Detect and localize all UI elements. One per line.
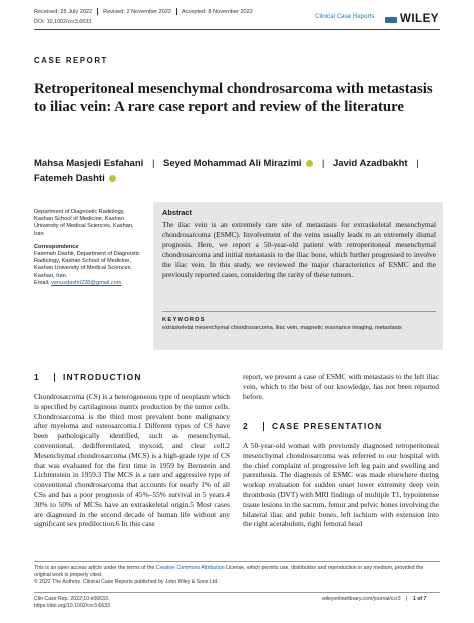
section-number: 2 [243,421,249,431]
correspondence-heading: Correspondence [34,243,79,250]
affiliation-dept: Department of Diagnostic Radiology, Kashan School of Medicine, Kashan University of Medical Sciences, Kashan, Iran [34,209,134,237]
journal-site-link[interactable]: wileyonlinelibrary.com/journal/ccr3 [322,596,401,602]
affiliation-block [34,209,144,287]
keywords-heading: KEYWORDS [162,317,206,323]
case-heading [243,421,382,431]
author-3[interactable]: Javid Azadbakht [332,158,408,169]
author-list: Mahsa Masjedi Esfahani | Seyed Mohammad Ali Mirazimi | Javid Azadbakht | Fatemeh Dashti [34,158,419,184]
dates-bar [34,8,253,15]
abstract-body: The iliac vein is an extremely rare site of metastasis for extraskeletal mesenchymal chondrosarcoma (ESMC). Involvement of the veins usually leads to an extremely dismal prognosis. Here, we report a 50-year-old patient with retroperitoneal mesenchymal chondrosarcoma and initial metastasis to the iliac bone, which further progressed to involve the iliac vein. In this study, we reviewed the major characteristics of ESMC and the previously reported cases, considering the rarity of these tumors. [162,220,436,279]
section-number: 1 [34,372,40,382]
citation-text: Clin Case Rep. 2022;10:e06633. [34,596,110,602]
footer-divider [34,561,440,562]
keywords-divider [162,311,436,312]
author-2[interactable]: Seyed Mohammad Ali Mirazimi [163,158,302,169]
page-info: wileyonlinelibrary.com/journal/ccr3 | 1 of 7 [322,596,427,602]
copyright: © 2022 The Authors. Clinical Case Reports published by John Wiley & Sons Ltd. [34,579,219,585]
orcid-icon[interactable] [306,160,313,167]
author-4[interactable]: Fatemeh Dashti [34,173,105,184]
license-note [34,565,440,586]
accepted-date: Accepted: 8 November 2022 [181,8,253,15]
email-label: Email: [34,279,50,286]
article-title: Retroperitoneal mesenchymal chondrosarcoma with metastasis to iliac vein: A rare case report and review of the literature [34,81,433,115]
keywords-body: extraskeletal mesenchymal chondrosarcoma, iliac vein, magnetic resonance imaging, metastasis [162,325,402,331]
article-type: CASE REPORT [34,56,108,65]
abstract-heading: Abstract [162,208,192,217]
page-number: 1 of 7 [412,596,427,602]
orcid-icon[interactable] [109,175,116,182]
section-title: INTRODUCTION [63,372,142,382]
license-text: This is an open access article under the terms of the [34,565,155,571]
received-date: Received: 25 July 2022 [34,8,93,15]
journal-name[interactable]: Clinical Case Reports [315,13,375,20]
intro-heading [34,372,142,382]
email-link[interactable]: venusdashti228@gmail.com [51,279,122,286]
bottom-divider [34,592,440,593]
intro-body: Chondrosarcoma (CS) is a heterogeneous type of neoplasm which is specified by cartilaginous matrix production by the tumor cells. Chondrosarcoma is the third most prevalent bone malignancy after myeloma and osteosarcoma.1 Different types of CS have been pathologically identified, such as mesenchymal, conventional, dedifferentiated, myxoid, and clear cell.2 Mesenchymal chondrosarcoma (MCS) is a high-grade type of CS that was evaluated for the first time in 1959 by Bernstein and Lichtenstein in 1959.3 The MCS is a rare and aggressive type of conventional chondrosarcoma that accounts for nearly 1% of all CSs and has a poor prognosis of 45%–55% survival in 5 years.4 30% to 50% of MCSs have an extraskeletal origin.5 Most cases are diagnosed in the second decade of human life without any significant sex predilection.6 In this case [34,392,230,529]
header-divider [34,29,440,30]
license-link[interactable]: Creative Commons Attribution [155,565,225,571]
section-title: CASE PRESENTATION [272,421,383,431]
citation-doi[interactable]: https://doi.org/10.1002/ccr3.6633 [34,603,110,609]
doi[interactable]: DOI: 10.1002/ccr3.6633 [34,19,92,25]
publisher-logo: WILEY [400,13,439,25]
intro-continued: report, we present a case of ESMC with metastasis to the left iliac vein, which to the best of our knowledge, has not been reported before. [243,372,439,401]
case-body: A 50-year-old woman with previously diagnosed retroperitoneal mesenchymal chondrosarcoma was referred to our hospital with the chief complaint of progressive left leg pain and swelling and paresthesia. The diagnosis of ESMC was made elsewhere during workup evaluation for sudden onset lower extremity deep vein thrombosis (DVT) with MRI findings of multiple T1, hypointense tissue lesions in the sacrum, femur and pelvic bones involving the bilateral iliac and pubic bones, left ischium with extension into the right acetabulum, right femoral head [243,441,439,529]
citation [34,596,110,610]
correspondence-body: Fatemeh Dashti, Department of Diagnostic Radiology, Kashan School of Medicine, Kashan University of Medical Sciences, Kashan, Iran. [34,251,140,279]
open-access-icon [385,17,397,23]
license-text-2: License, which permits use, distribution and reproduction in any medium, provided the original work is properly cited. [34,565,424,578]
revised-date: Revised: 2 November 2022 [103,8,171,15]
author-1[interactable]: Mahsa Masjedi Esfahani [34,158,144,169]
